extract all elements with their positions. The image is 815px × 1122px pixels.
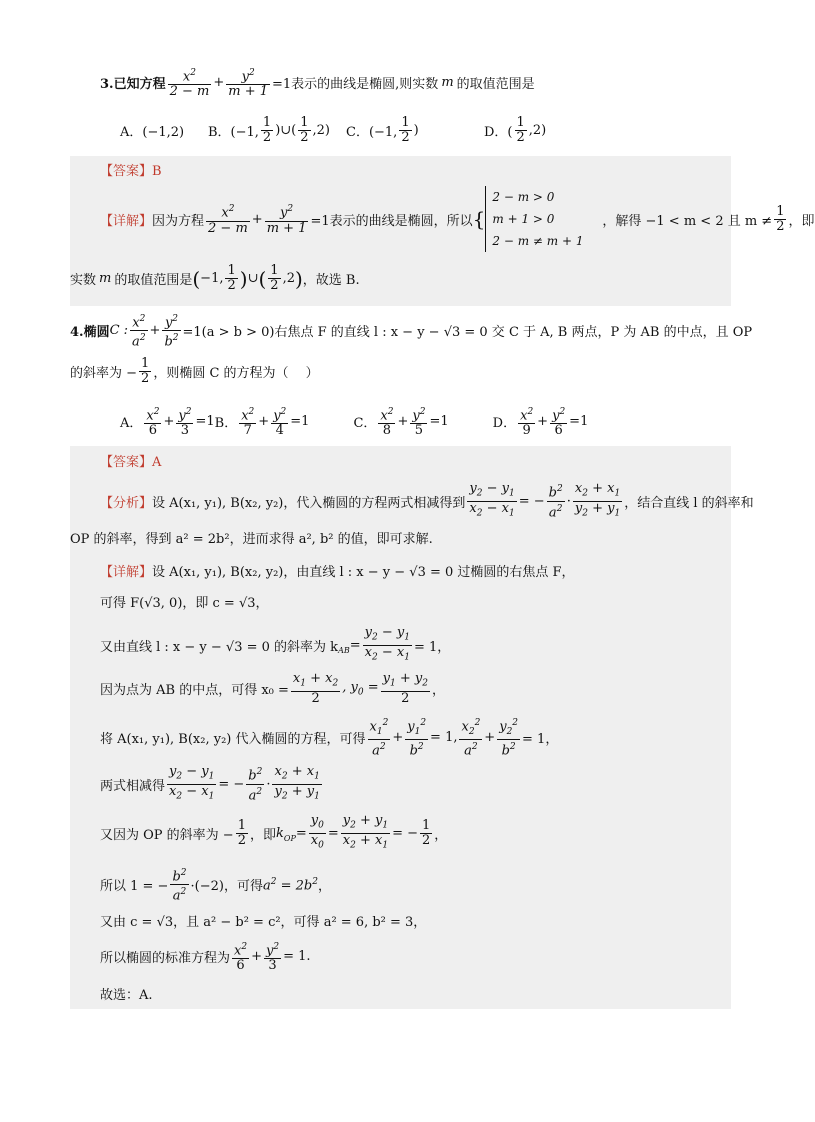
q4-line-6: 两式相减得 $\frac{y_2 - y_1}{x_2 - x_1}$ = − $\frac{b^2}{a^2}$ · $\frac{x_2 + x_1}{y_2 + y_1}$ — [100, 764, 320, 803]
q4-stem-1: 4.椭圆 — [70, 325, 110, 341]
q4-stem-3: 的斜率为 − — [70, 366, 138, 381]
q4-option-a: A． — [120, 416, 143, 432]
fraction: $\frac{x^2}{6}$ — [146, 407, 160, 439]
q4-answer — [100, 451, 161, 470]
analysis-tag: 【分析】 — [100, 495, 153, 511]
q3-option-a: A．(−1,2) — [120, 125, 185, 140]
q4-line-4: 因为点为 AB 的中点，可得 x₀ = $\frac{x_1 + x_2}{2}$ , $y_0$ = $\frac{y_1 + y_2}{2}$ ， — [100, 671, 445, 706]
q4-stem-4: ，则椭圆 C 的方程为（ ） — [153, 366, 319, 381]
q4-line-7: 又因为 OP 的斜率为 − $\frac{1}{2}$ ，即 k OP = $\frac{y_0}{x_0}$ = $\frac{y_2 + y_1}{x_2 + x_1}$ = − $\frac{1}{2}$ ， — [100, 813, 448, 851]
q4-line-4-text: 因为点为 AB 的中点，可得 x₀ = — [100, 683, 289, 699]
fraction: $\frac{1}{2}$ — [141, 356, 150, 386]
q3-detail-2: =1表示的曲线是椭圆，所以 — [310, 213, 473, 229]
q3-answer — [100, 160, 162, 179]
detail-tag: 【详解】 — [100, 565, 153, 580]
q4-detail-line1 — [100, 561, 575, 580]
fraction: $\frac{y^2}{4}$ — [273, 407, 287, 439]
fraction: $\frac{y^2}{6}$ — [552, 407, 566, 439]
q4-analysis-line1: 【分析】 设 A(x₁, y₁), B(x₂, y₂)，代入椭圆的方程两式相减得到 $\frac{y_2 - y_1}{x_2 - x_1}$ = − $\frac{b^2}{a^2}$ · $\frac{x_2 + x_1}{y_2 + y_1}$ ，结合直线 l 的斜率和 — [100, 481, 754, 520]
q3-option-c-end: ) — [413, 123, 419, 138]
sys-line: 2 − m ≠ m + 1 — [492, 234, 584, 248]
fraction: $\frac{y^2}{3}$ — [178, 407, 192, 439]
fraction: $\frac{y_1 + y_2}{2}$ — [382, 671, 428, 706]
fraction: $\frac{y^2}{m + 1}$ — [266, 204, 307, 236]
q4-line-6-text: 两式相减得 — [100, 778, 166, 794]
q4-line-5-text: 将 A(x₁, y₁), B(x₂, y₂) 代入椭圆的方程，可得 — [100, 731, 366, 747]
fraction: $\frac{x^2}{a^2}$ — [132, 314, 146, 350]
fraction: $\frac{b^2}{a^2}$ — [548, 484, 563, 520]
q3-detail-6: 的取值范围是 — [114, 273, 193, 288]
q4-line-10-text: 所以椭圆的标准方程为 — [100, 951, 231, 967]
sys-line: m + 1 > 0 — [492, 212, 555, 226]
fraction: $\frac{1}{2}$ — [422, 817, 431, 848]
fraction: $\frac{y_2 - y_1}{x_2 - x_1}$ — [169, 764, 215, 802]
q4-line-8-text: 所以 1 = − — [100, 879, 169, 895]
fraction: $\frac{y_1^2}{b^2}$ — [407, 718, 427, 759]
q4-line-10: 所以椭圆的标准方程为 $\frac{x^2}{6}$ + $\frac{y^2}{3}$ = 1. — [100, 942, 311, 974]
fraction: $\frac{1}{2}$ — [237, 817, 246, 848]
q4-analysis-line2: OP 的斜率，得到 a² = 2b²，进而求得 a², b² 的值，即可求解. — [70, 532, 433, 547]
fraction: $\frac{1}{2}$ — [262, 115, 272, 145]
q4-option-c: C． — [353, 416, 377, 432]
answer-value: B — [152, 164, 162, 179]
q3-detail-4: ，即 — [788, 213, 815, 229]
answer-tag: 【答案】 — [100, 164, 153, 179]
fraction: $\frac{1}{2}$ — [227, 263, 236, 293]
q4-line-11: 故选：A. — [100, 988, 153, 1003]
q4-analysis-1: 设 A(x₁, y₁), B(x₂, y₂)，代入椭圆的方程两式相减得到 — [152, 495, 466, 511]
q4-stem-line2 — [70, 357, 319, 386]
q3-option-d — [484, 116, 546, 145]
fraction: $\frac{x_2^2}{a^2}$ — [461, 718, 481, 759]
fraction: $\frac{y^2}{b^2}$ — [164, 314, 179, 350]
fraction: $\frac{y^2}{3}$ — [266, 942, 280, 974]
q4-line-3-text: 又由直线 l : x − y − √3 = 0 的斜率为 k — [100, 639, 339, 655]
fraction: $\frac{1}{2}$ — [516, 115, 525, 145]
fraction: $\frac{b^2}{a^2}$ — [248, 767, 263, 803]
fraction: $\frac{x^2}{6}$ — [234, 942, 248, 974]
q4-line-2: 可得 F(√3, 0)，即 c = √3， — [100, 596, 269, 611]
q3-option-b-mid: )∪( — [275, 123, 297, 138]
q4-line-7-text: 又因为 OP 的斜率为 − — [100, 827, 234, 843]
answer-tag: 【答案】 — [100, 455, 153, 470]
fraction: $\frac{1}{2}$ — [300, 115, 309, 145]
q4-options: A． $\frac{x^2}{6}$ + $\frac{y^2}{3}$ =1 B． $\frac{x^2}{7}$ + $\frac{y^2}{4}$ =1 C． $\frac{x^2}{8}$ + $\frac{y^2}{5}$ =1 D． $\frac{x^2}{9}$ + $\frac{y^2}{6}$ =1 — [120, 407, 589, 439]
detail-tag: 【详解】 — [100, 213, 153, 229]
q3-option-c — [346, 116, 486, 145]
q3-stem-post: =1表示的曲线是椭圆,则实数 — [272, 77, 439, 93]
q3-var: m — [441, 75, 454, 91]
answer-value: A — [152, 455, 162, 470]
q3-detail-1: 因为方程 — [152, 213, 205, 229]
fraction: $\frac{y^2}{5}$ — [412, 407, 426, 439]
q3-stem-end: 的取值范围是 — [456, 77, 535, 93]
q3-stem: 3.已知方程 $\frac{x^2}{2 - m}$ + $\frac{y^2}{m + 1}$ =1表示的曲线是椭圆,则实数 m 的取值范围是 — [100, 68, 535, 100]
q4-stem-2: =1(a > b > 0)右焦点 F 的直线 l : x − y − √3 = 0 交 C 于 A, B 两点，P 为 AB 的中点，且 OP — [182, 325, 753, 341]
sys-line: 2 − m > 0 — [492, 190, 555, 204]
q3-detail-line2: 实数 m 的取值范围是 ( −1, $\frac{1}{2}$ ) ∪ ( $\frac{1}{2}$ ,2 ) ，故选 B. — [70, 263, 360, 293]
fraction: $\frac{x_2 + x_1}{y_2 + y_1}$ — [574, 481, 621, 519]
q3-option-d-end: ,2) — [528, 123, 547, 138]
q3-detail-3: ，解得 −1 < m < 2 且 m ≠ — [602, 213, 773, 229]
fraction: $\frac{1}{2}$ — [776, 203, 785, 234]
fraction: $\frac{y_2^2}{b^2}$ — [499, 718, 519, 759]
q4-line-5: 将 A(x₁, y₁), B(x₂, y₂) 代入椭圆的方程，可得 $\frac{x_1^2}{a^2}$ + $\frac{y_1^2}{b^2}$ = 1, $\frac{x_2^2}{a^2}$ + $\frac{y_2^2}{b^2}$ = 1， — [100, 718, 559, 759]
q3-detail-5: 实数 — [70, 273, 97, 288]
fraction: $\frac{y_2 + y_1}{x_2 + x_1}$ — [342, 813, 389, 851]
q3-detail-line1: 【详解】 因为方程 $\frac{x^2}{2 - m}$ + $\frac{y^2}{m + 1}$ =1表示的曲线是椭圆，所以 { 2 − m > 0 m + 1 > 0 2 − m ≠ m + 1 ，解得 −1 < m < 2 且 m ≠ $\frac{1}{2}$ ，即 — [100, 186, 815, 252]
q3-option-b-end: ,2) — [312, 123, 331, 138]
fraction: $\frac{y_0}{x_0}$ — [310, 813, 324, 851]
fraction: $\frac{x_2 + x_1}{y_2 + y_1}$ — [274, 764, 320, 802]
fraction: $\frac{x_1 + x_2}{2}$ — [292, 671, 339, 706]
fraction: $\frac{y_2 - y_1}{x_2 - x_1}$ — [364, 625, 410, 663]
q4-option-d: D． — [492, 416, 517, 432]
q4-option-b: B． — [214, 416, 238, 432]
q4-line-8: 所以 1 = − $\frac{b^2}{a^2}$ ·(−2)，可得 $a^2 = 2b^2$ ， — [100, 868, 331, 904]
q4-analysis-2: ，结合直线 l 的斜率和 — [624, 495, 754, 511]
fraction: $\frac{y_2 - y_1}{x_2 - x_1}$ — [469, 481, 515, 519]
inequality-system — [485, 186, 602, 252]
fraction: $\frac{x_1^2}{a^2}$ — [369, 718, 389, 759]
fraction: $\frac{x^2}{8}$ — [380, 407, 394, 439]
q4-stem-line1: 4.椭圆 C : $\frac{x^2}{a^2}$ + $\frac{y^2}{b^2}$ =1(a > b > 0)右焦点 F 的直线 l : x − y − √3 = 0 交 C 于 A, B 两点，P 为 AB 的中点，且 OP — [70, 314, 753, 350]
fraction: $\frac{x^2}{2 - m}$ — [208, 204, 248, 236]
fraction: $\frac{x^2}{7}$ — [241, 407, 255, 439]
q3-stem-pre: 3.已知方程 — [100, 77, 166, 93]
fraction: $\frac{x^2}{2 - m}$ — [169, 68, 210, 100]
q4-line-9: 又由 c = √3，且 a² − b² = c²，可得 a² = 6, b² = 3， — [100, 915, 427, 930]
fraction: $\frac{x^2}{9}$ — [520, 407, 534, 439]
fraction: $\frac{b^2}{a^2}$ — [172, 868, 187, 904]
fraction: $\frac{1}{2}$ — [401, 115, 410, 145]
q3-detail-7: ，故选 B. — [302, 273, 360, 288]
fraction: $\frac{1}{2}$ — [270, 263, 279, 293]
q4-line-3: 又由直线 l : x − y − √3 = 0 的斜率为 k AB = $\frac{y_2 - y_1}{x_2 - x_1}$ = 1， — [100, 625, 451, 663]
fraction: $\frac{y^2}{m + 1}$ — [228, 68, 269, 100]
q3-option-b — [208, 116, 346, 145]
q3-option-d-pre: D．( — [484, 125, 513, 140]
q3-option-c-pre: C．(−1, — [346, 125, 398, 140]
q4-line-1: 设 A(x₁, y₁), B(x₂, y₂)，由直线 l : x − y − √3 = 0 过椭圆的右焦点 F， — [152, 565, 575, 580]
q3-option-b-pre: B．(−1, — [208, 125, 259, 140]
